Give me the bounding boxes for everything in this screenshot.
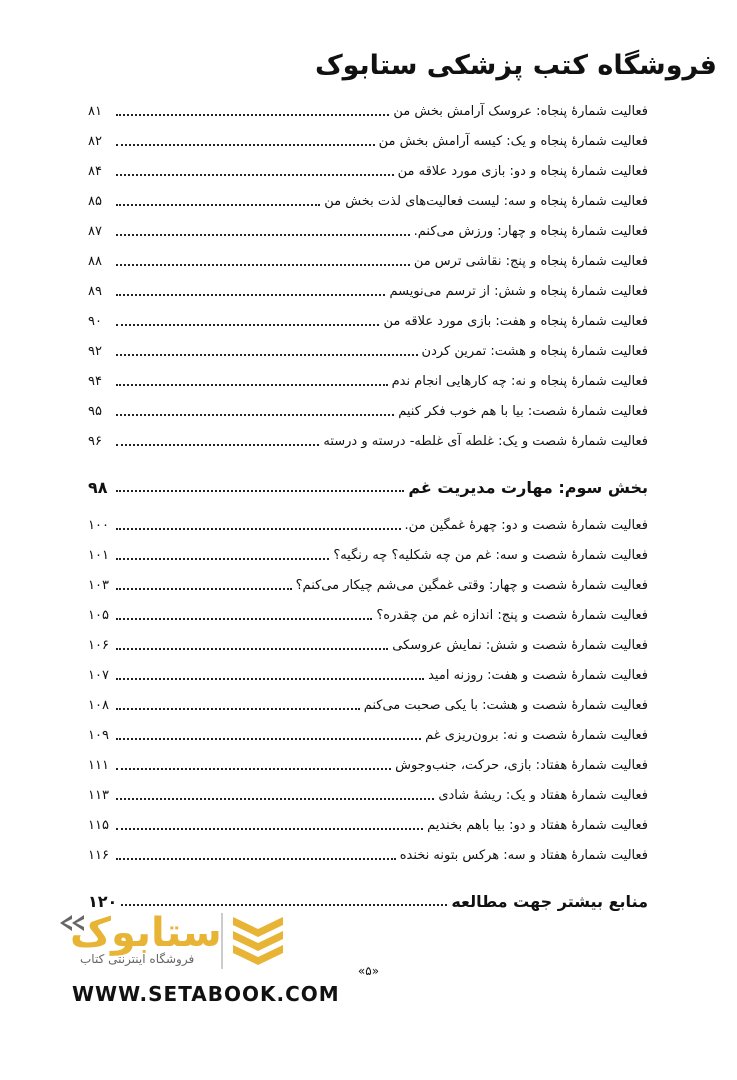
spacer xyxy=(88,456,648,470)
toc-entry-title: فعالیت شمارهٔ پنجاه و یک: کیسه آرامش بخش من xyxy=(378,133,648,149)
leader-dots xyxy=(116,490,404,492)
leader-dots xyxy=(116,618,372,620)
toc-entry-page: ۸۷ xyxy=(88,223,102,239)
toc-entry-page: ۸۱ xyxy=(88,103,102,119)
toc-entry-page: ۸۲ xyxy=(88,133,102,149)
toc-entry-page: ۹۵ xyxy=(88,403,102,419)
toc-entry xyxy=(88,366,648,396)
toc-entry-page: ۱۱۵ xyxy=(88,817,109,833)
toc-entry-title: فعالیت شمارهٔ پنجاه و چهار: ورزش می‌کنم. xyxy=(413,223,648,239)
leader-dots xyxy=(116,768,391,770)
leader-dots xyxy=(116,204,320,206)
leader-dots xyxy=(116,114,389,116)
toc-entry xyxy=(88,750,648,780)
leader-dots xyxy=(116,294,385,296)
toc-entry xyxy=(88,630,648,660)
leader-dots xyxy=(116,648,388,650)
toc-entry-title: فعالیت شمارهٔ هفتاد و یک: ریشهٔ شادی xyxy=(438,787,648,803)
logo-subtitle: فروشگاه اینترنتی کتاب xyxy=(80,952,195,966)
toc-entry-title: فعالیت شمارهٔ شصت و پنج: اندازه غم من چقدره؟ xyxy=(376,607,648,623)
toc-entry xyxy=(88,306,648,336)
leader-dots xyxy=(116,708,360,710)
section-heading-row xyxy=(88,470,648,504)
toc-entry-page: ۹۰ xyxy=(88,313,102,329)
toc-entry-title: فعالیت شمارهٔ شصت و هشت: با یکی صحبت می‌کنم xyxy=(363,697,648,713)
toc-entry xyxy=(88,840,648,870)
toc-entry-title: فعالیت شمارهٔ پنجاه و پنج: نقاشی ترس من xyxy=(413,253,648,269)
toc-entry-title: فعالیت شمارهٔ پنجاه و نه: چه کارهایی انجام ندم xyxy=(391,373,648,389)
toc-entry xyxy=(88,810,648,840)
toc-entry-title: فعالیت شمارهٔ شصت و هفت: روزنه امید xyxy=(428,667,648,683)
toc-entry-title: فعالیت شمارهٔ پنجاه و سه: لیست فعالیت‌های لذت بخش من xyxy=(324,193,648,209)
toc-entry-title: فعالیت شمارهٔ هفتاد و دو: بیا باهم بخندیم xyxy=(427,817,648,833)
sources-page: ۱۲۰ xyxy=(88,891,118,911)
toc-entry-title: فعالیت شمارهٔ هفتاد: بازی، حرکت، جنب‌وجوش xyxy=(395,757,648,773)
toc-entry xyxy=(88,426,648,456)
leader-dots xyxy=(116,354,418,356)
toc-entry-page: ۸۵ xyxy=(88,193,102,209)
toc-entry xyxy=(88,720,648,750)
toc-entry-page: ۱۱۱ xyxy=(88,757,109,773)
leader-dots xyxy=(116,828,423,830)
toc-entry-title: فعالیت شمارهٔ پنجاه و شش: از ترسم می‌نویسم xyxy=(389,283,648,299)
toc-entry-page: ۱۰۶ xyxy=(88,637,109,653)
toc-group-part1 xyxy=(88,96,648,456)
toc-entry-title: فعالیت شمارهٔ شصت و نه: برون‌ریزی غم xyxy=(425,727,648,743)
leader-dots xyxy=(116,528,401,530)
toc-entry-title: فعالیت شمارهٔ پنجاه: عروسک آرامش بخش من xyxy=(393,103,648,119)
toc-entry xyxy=(88,570,648,600)
toc-entry-page: ۸۸ xyxy=(88,253,102,269)
toc-entry-page: ۸۴ xyxy=(88,163,102,179)
toc-entry-title: فعالیت شمارهٔ شصت: بیا با هم خوب فکر کنیم xyxy=(398,403,648,419)
toc-entry-page: ۱۰۱ xyxy=(88,547,109,563)
toc-entry xyxy=(88,246,648,276)
toc-entry-title: فعالیت شمارهٔ شصت و چهار: وقتی غمگین می‌شم چیکار می‌کنم؟ xyxy=(295,577,648,593)
section-heading-page: ۹۸ xyxy=(88,477,108,497)
toc-entry xyxy=(88,540,648,570)
toc-entry-page: ۱۰۳ xyxy=(88,577,109,593)
leader-dots xyxy=(116,144,375,146)
toc-entry-page: ۱۰۷ xyxy=(88,667,109,683)
toc-entry xyxy=(88,396,648,426)
toc-entry-title: فعالیت شمارهٔ پنجاه و هفت: بازی مورد علاقه من xyxy=(383,313,648,329)
logo-wordmark: ستابوک xyxy=(70,910,222,956)
chevron-logo-icon xyxy=(233,917,283,965)
toc-entry xyxy=(88,660,648,690)
toc-entry xyxy=(88,276,648,306)
leader-dots xyxy=(116,384,388,386)
toc-group-part2 xyxy=(88,510,648,870)
website-url: WWW.SETABOOK.COM xyxy=(72,982,340,1006)
leader-dots xyxy=(116,678,424,680)
leader-dots xyxy=(116,588,292,590)
toc-entry xyxy=(88,186,648,216)
toc-entry-page: ۱۰۸ xyxy=(88,697,109,713)
toc-entry-title: فعالیت شمارهٔ شصت و سه: غم من چه شکلیه؟ چه رنگیه؟ xyxy=(333,547,648,563)
toc-entry xyxy=(88,600,648,630)
leader-dots xyxy=(116,174,394,176)
toc-entry xyxy=(88,336,648,366)
leader-dots xyxy=(116,558,329,560)
toc-entry xyxy=(88,690,648,720)
toc-entry-title: فعالیت شمارهٔ شصت و دو: چهرهٔ غمگین من. xyxy=(404,517,648,533)
section-heading-title: بخش سوم: مهارت مدیریت غم xyxy=(408,477,648,497)
page-number: «۵» xyxy=(357,964,380,978)
sources-title: منابع بیشتر جهت مطالعه xyxy=(451,891,648,911)
toc-entry xyxy=(88,96,648,126)
toc-entry-page: ۹۲ xyxy=(88,343,102,359)
leader-dots xyxy=(116,444,319,446)
toc-entry-title: فعالیت شمارهٔ شصت و یک: غلطه آی غلطه- درسته و درسته xyxy=(323,433,648,449)
leader-dots xyxy=(116,798,434,800)
leader-dots xyxy=(116,264,410,266)
toc-entry-title: فعالیت شمارهٔ شصت و شش: نمایش عروسکی xyxy=(392,637,648,653)
spacer xyxy=(88,870,648,884)
toc-entry-page: ۱۰۹ xyxy=(88,727,109,743)
toc-entry xyxy=(88,510,648,540)
toc-entry-title: فعالیت شمارهٔ هفتاد و سه: هرکس بتونه نخنده xyxy=(399,847,648,863)
leader-dots xyxy=(116,234,410,236)
leader-dots xyxy=(116,324,379,326)
leader-dots xyxy=(116,738,421,740)
toc-entry xyxy=(88,780,648,810)
toc-entry-page: ۹۴ xyxy=(88,373,102,389)
table-of-contents xyxy=(88,96,648,918)
leader-dots xyxy=(116,858,396,860)
toc-entry-page: ۸۹ xyxy=(88,283,102,299)
toc-entry xyxy=(88,156,648,186)
toc-entry-page: ۹۶ xyxy=(88,433,102,449)
toc-entry-page: ۱۰۵ xyxy=(88,607,109,623)
toc-entry-page: ۱۰۰ xyxy=(88,517,109,533)
toc-entry xyxy=(88,216,648,246)
toc-entry-page: ۱۱۳ xyxy=(88,787,109,803)
toc-entry-title: فعالیت شمارهٔ پنجاه و دو: بازی مورد علاقه من xyxy=(397,163,648,179)
toc-entry-page: ۱۱۶ xyxy=(88,847,109,863)
toc-entry-title: فعالیت شمارهٔ پنجاه و هشت: تمرین کردن xyxy=(421,343,648,359)
page-title: فروشگاه کتب پزشکی ستابوک xyxy=(314,50,717,81)
toc-entry xyxy=(88,126,648,156)
leader-dots xyxy=(116,414,394,416)
